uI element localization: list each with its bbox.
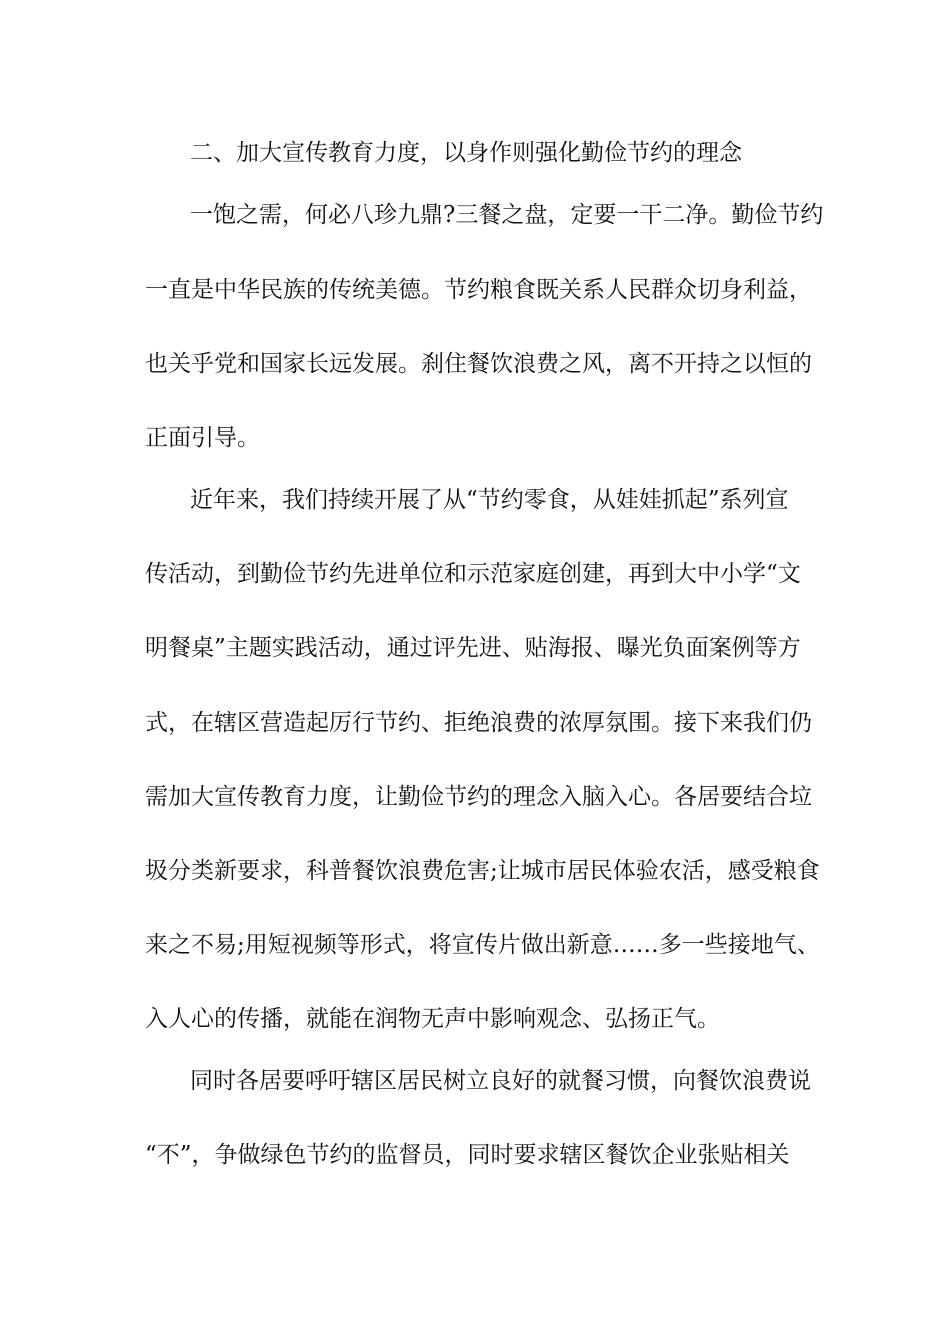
paragraph-line: 入人心的传播，就能在润物无声中影响观念、弘扬正气。 [145,1006,720,1032]
paragraph-line: 明餐桌”主题实践活动，通过评先进、贴海报、曝光负面案例等方 [145,635,801,661]
paragraph-line: 一直是中华民族的传统美德。节约粮食既关系人民群众切身利益， [145,277,812,303]
paragraph-line: 来之不易;用短视频等形式，将宣传片做出新意……多一些接地气、 [145,932,820,958]
paragraph-line: 式，在辖区营造起厉行节约、拒绝浪费的浓厚氛围。接下来我们仍 [145,710,812,736]
paragraph-line: 一饱之需，何必八珍九鼎?三餐之盘，定要一干二净。勤俭节约 [190,202,824,228]
paragraph-line: 传活动，到勤俭节约先进单位和示范家庭创建，再到大中小学“文 [145,561,801,587]
paragraph-line: “不”，争做绿色节约的监督员，同时要求辖区餐饮企业张贴相关 [145,1142,790,1168]
paragraph-line: 圾分类新要求，科普餐饮浪费危害;让城市居民体验农活，感受粮食 [145,858,820,884]
paragraph-line: 近年来，我们持续开展了从“节约零食，从娃娃抓起”系列宣 [190,487,789,513]
paragraph-line: 正面引导。 [145,425,260,451]
paragraph-line: 需加大宣传教育力度，让勤俭节约的理念入脑入心。各居要结合垃 [145,784,812,810]
paragraph-line: 也关乎党和国家长远发展。刹住餐饮浪费之风，离不开持之以恒的 [145,351,812,377]
section-heading: 二、加大宣传教育力度，以身作则强化勤俭节约的理念 [190,140,742,166]
paragraph-line: 同时各居要呼吁辖区居民树立良好的就餐习惯，向餐饮浪费说 [190,1068,811,1094]
